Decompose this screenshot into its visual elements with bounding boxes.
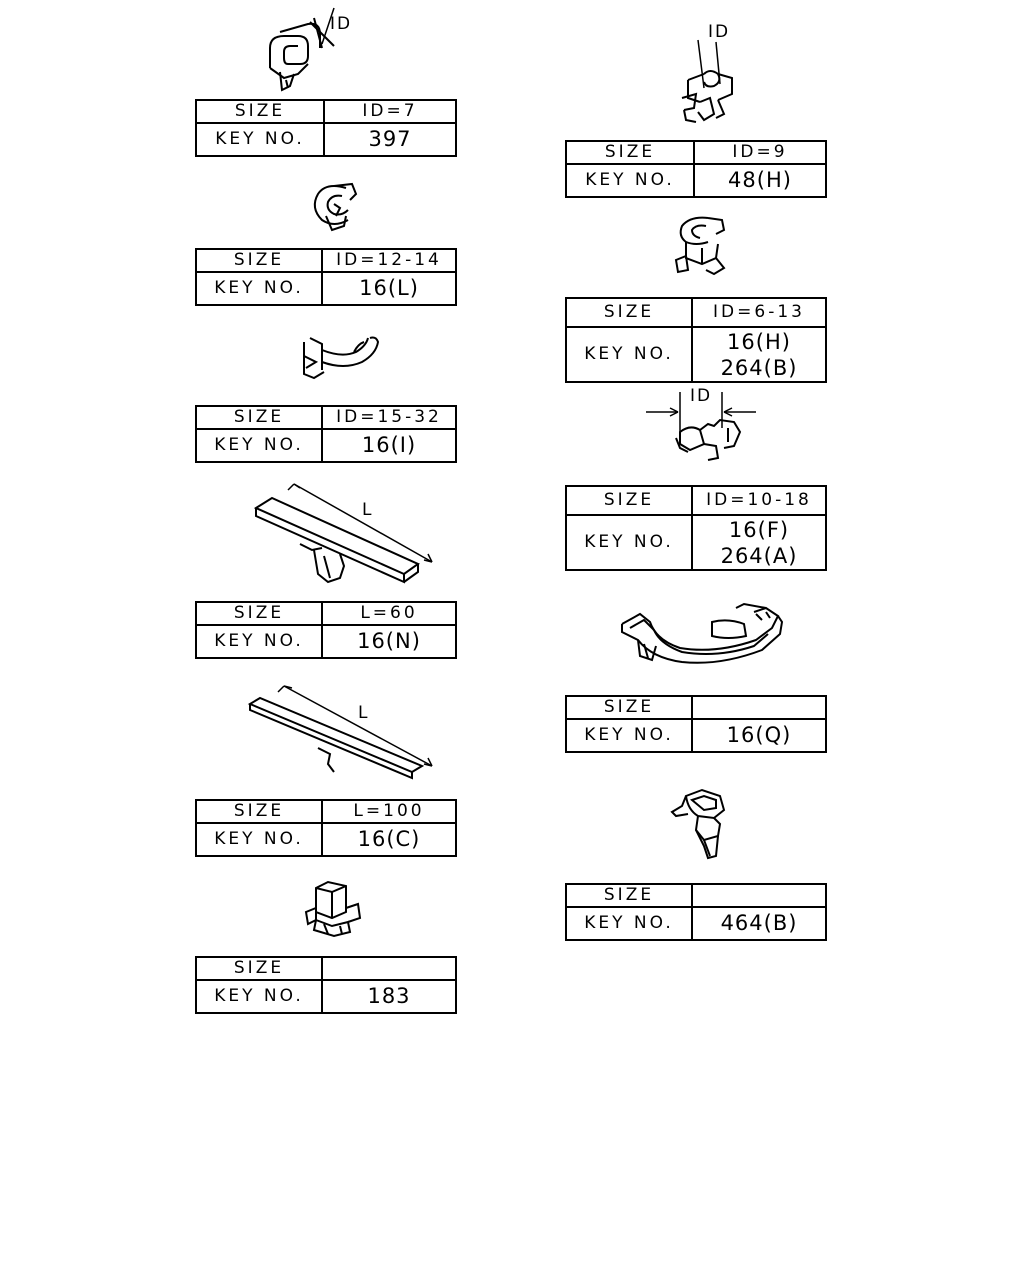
dimension-label-l: L — [362, 500, 374, 520]
clip-464b-drawing — [668, 786, 736, 864]
key-no-header: KEY NO. — [566, 719, 692, 752]
spec-table-16q — [565, 695, 827, 753]
size-header: SIZE — [196, 100, 324, 123]
spec-table-l100 — [195, 799, 457, 857]
key-no-value: 16(H) — [727, 329, 791, 354]
size-header: SIZE — [196, 249, 322, 272]
spec-table-id12-14 — [195, 248, 457, 306]
spec-table-l60 — [195, 601, 457, 659]
key-no-value: 464(B) — [720, 911, 798, 936]
key-no-value: 16(N) — [357, 629, 421, 654]
key-no-header: KEY NO. — [196, 123, 324, 156]
size-header: SIZE — [196, 957, 322, 980]
key-no-value: 16(F) — [728, 517, 790, 542]
strip-l100-drawing — [244, 680, 444, 780]
key-no-header: KEY NO. — [566, 327, 692, 382]
key-no-header: KEY NO. — [196, 429, 322, 462]
key-no-header: KEY NO. — [566, 907, 692, 940]
spec-table-id7 — [195, 99, 457, 157]
size-value: ID=10-18 — [692, 486, 826, 515]
spec-table-id10-18 — [565, 485, 827, 571]
size-value — [322, 957, 456, 980]
block-clip-drawing — [302, 878, 367, 940]
key-no-value: 183 — [367, 984, 411, 1009]
size-header: SIZE — [566, 141, 694, 164]
spec-table-id6-13 — [565, 297, 827, 383]
size-header: SIZE — [566, 298, 692, 327]
size-header: SIZE — [196, 406, 322, 429]
dimension-label-id: ID — [708, 22, 731, 42]
key-no-header: KEY NO. — [196, 980, 322, 1013]
spec-table-id15-32 — [195, 405, 457, 463]
size-header: SIZE — [566, 696, 692, 719]
key-no-header: KEY NO. — [566, 164, 694, 197]
key-no-value: 16(I) — [361, 433, 417, 458]
spec-table-464b — [565, 883, 827, 941]
key-no-value: 264(B) — [720, 355, 798, 380]
key-no-value: 397 — [368, 127, 412, 152]
dimension-label-id: ID — [690, 386, 713, 406]
size-header: SIZE — [196, 602, 322, 625]
clip-id15-32-drawing — [296, 332, 386, 382]
size-value: L=100 — [322, 800, 456, 823]
size-header: SIZE — [566, 884, 692, 907]
key-no-value: 264(A) — [720, 543, 798, 568]
clip-id6-13-drawing — [672, 212, 734, 278]
key-no-value: 48(H) — [728, 168, 792, 193]
size-value: ID=12-14 — [322, 249, 456, 272]
size-value: ID=9 — [694, 141, 826, 164]
clip-id12-14-drawing — [304, 180, 364, 235]
spec-table-id9 — [565, 140, 827, 198]
key-no-header: KEY NO. — [566, 515, 692, 570]
strip-l60-drawing — [248, 478, 448, 593]
key-no-header: KEY NO. — [196, 625, 322, 658]
size-value — [692, 884, 826, 907]
size-value: ID=7 — [324, 100, 456, 123]
size-header: SIZE — [196, 800, 322, 823]
key-no-value: 16(L) — [359, 276, 419, 301]
size-header: SIZE — [566, 486, 692, 515]
key-no-value: 16(Q) — [726, 723, 792, 748]
size-value: ID=6-13 — [692, 298, 826, 327]
band-clip-drawing — [616, 600, 786, 670]
key-no-value: 16(C) — [357, 827, 421, 852]
key-no-header: KEY NO. — [196, 272, 322, 305]
size-value: ID=15-32 — [322, 406, 456, 429]
clip-id9-drawing — [674, 38, 744, 128]
dimension-label-id: ID — [330, 14, 353, 34]
key-no-header: KEY NO. — [196, 823, 322, 856]
size-value — [692, 696, 826, 719]
spec-table-183 — [195, 956, 457, 1014]
size-value: L=60 — [322, 602, 456, 625]
dimension-label-l: L — [358, 703, 370, 723]
